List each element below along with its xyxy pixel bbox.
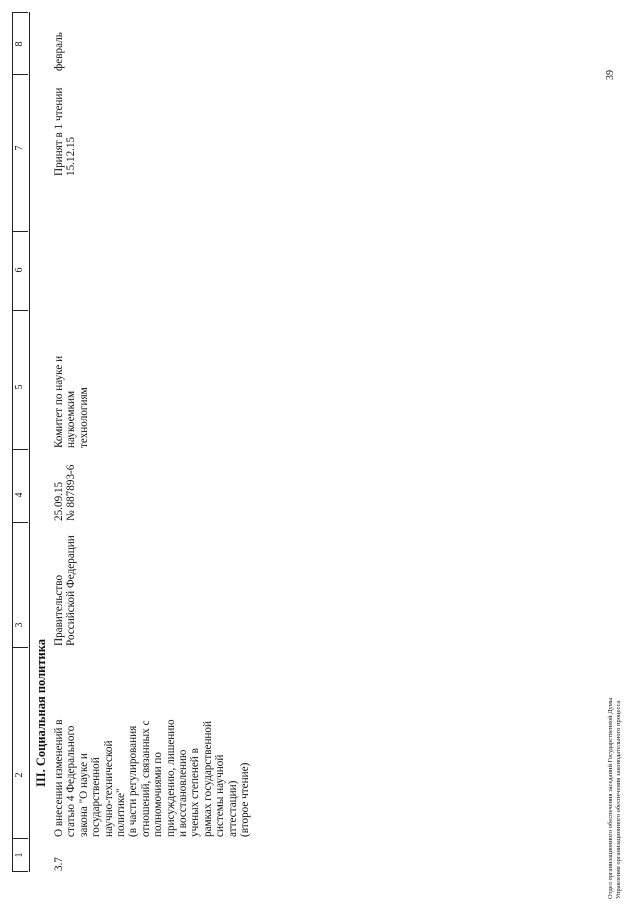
col-divider-9 (12, 12, 28, 13)
row-month: февраль (53, 32, 65, 71)
row-title: О внесении изменений в статью 4 Федерального закона "О науке и государственной научно-технической политике" (в части регулирования отношений, связанных с полномочиями по присуждению, лишению и восстановлению ученых степеней в рамках государственной системы научной аттестации) (второе чтение) (53, 719, 252, 837)
col-number-3: 3 (14, 622, 25, 628)
col-divider-6 (12, 310, 28, 311)
row-subject: Правительство Российской Федерации (53, 535, 78, 646)
col-divider-2 (12, 838, 28, 839)
row-committee: Комитет по науке и наукоемким технологиям (53, 355, 90, 448)
col-divider-7 (12, 231, 28, 232)
row-status: Принят в 1 чтении 15.12.15 (53, 87, 78, 176)
col-divider-5 (12, 449, 28, 450)
col-number-2: 2 (14, 772, 25, 778)
col-divider-4 (12, 522, 28, 523)
col-number-6: 6 (14, 267, 25, 273)
col-number-7: 7 (14, 145, 25, 151)
col-divider-8 (12, 74, 28, 75)
col-divider-3 (12, 647, 28, 648)
footer-line-2: Управления организационного обеспечения законодательного процесса (615, 700, 622, 899)
page-number: 39 (605, 70, 616, 80)
col-number-8: 8 (14, 41, 25, 47)
col-divider-1 (12, 871, 28, 872)
row-number: 3.7 (53, 857, 65, 871)
col-number-4: 4 (14, 492, 25, 498)
section-title: III. Социальная политика (34, 639, 48, 787)
footer-line-1: Отдел организационного обеспечения заседаний Государственной Думы (607, 697, 614, 899)
row-date-number: 25.09.15 № 887893-6 (53, 464, 78, 521)
col-number-1: 1 (14, 852, 25, 858)
col-number-5: 5 (14, 384, 25, 390)
